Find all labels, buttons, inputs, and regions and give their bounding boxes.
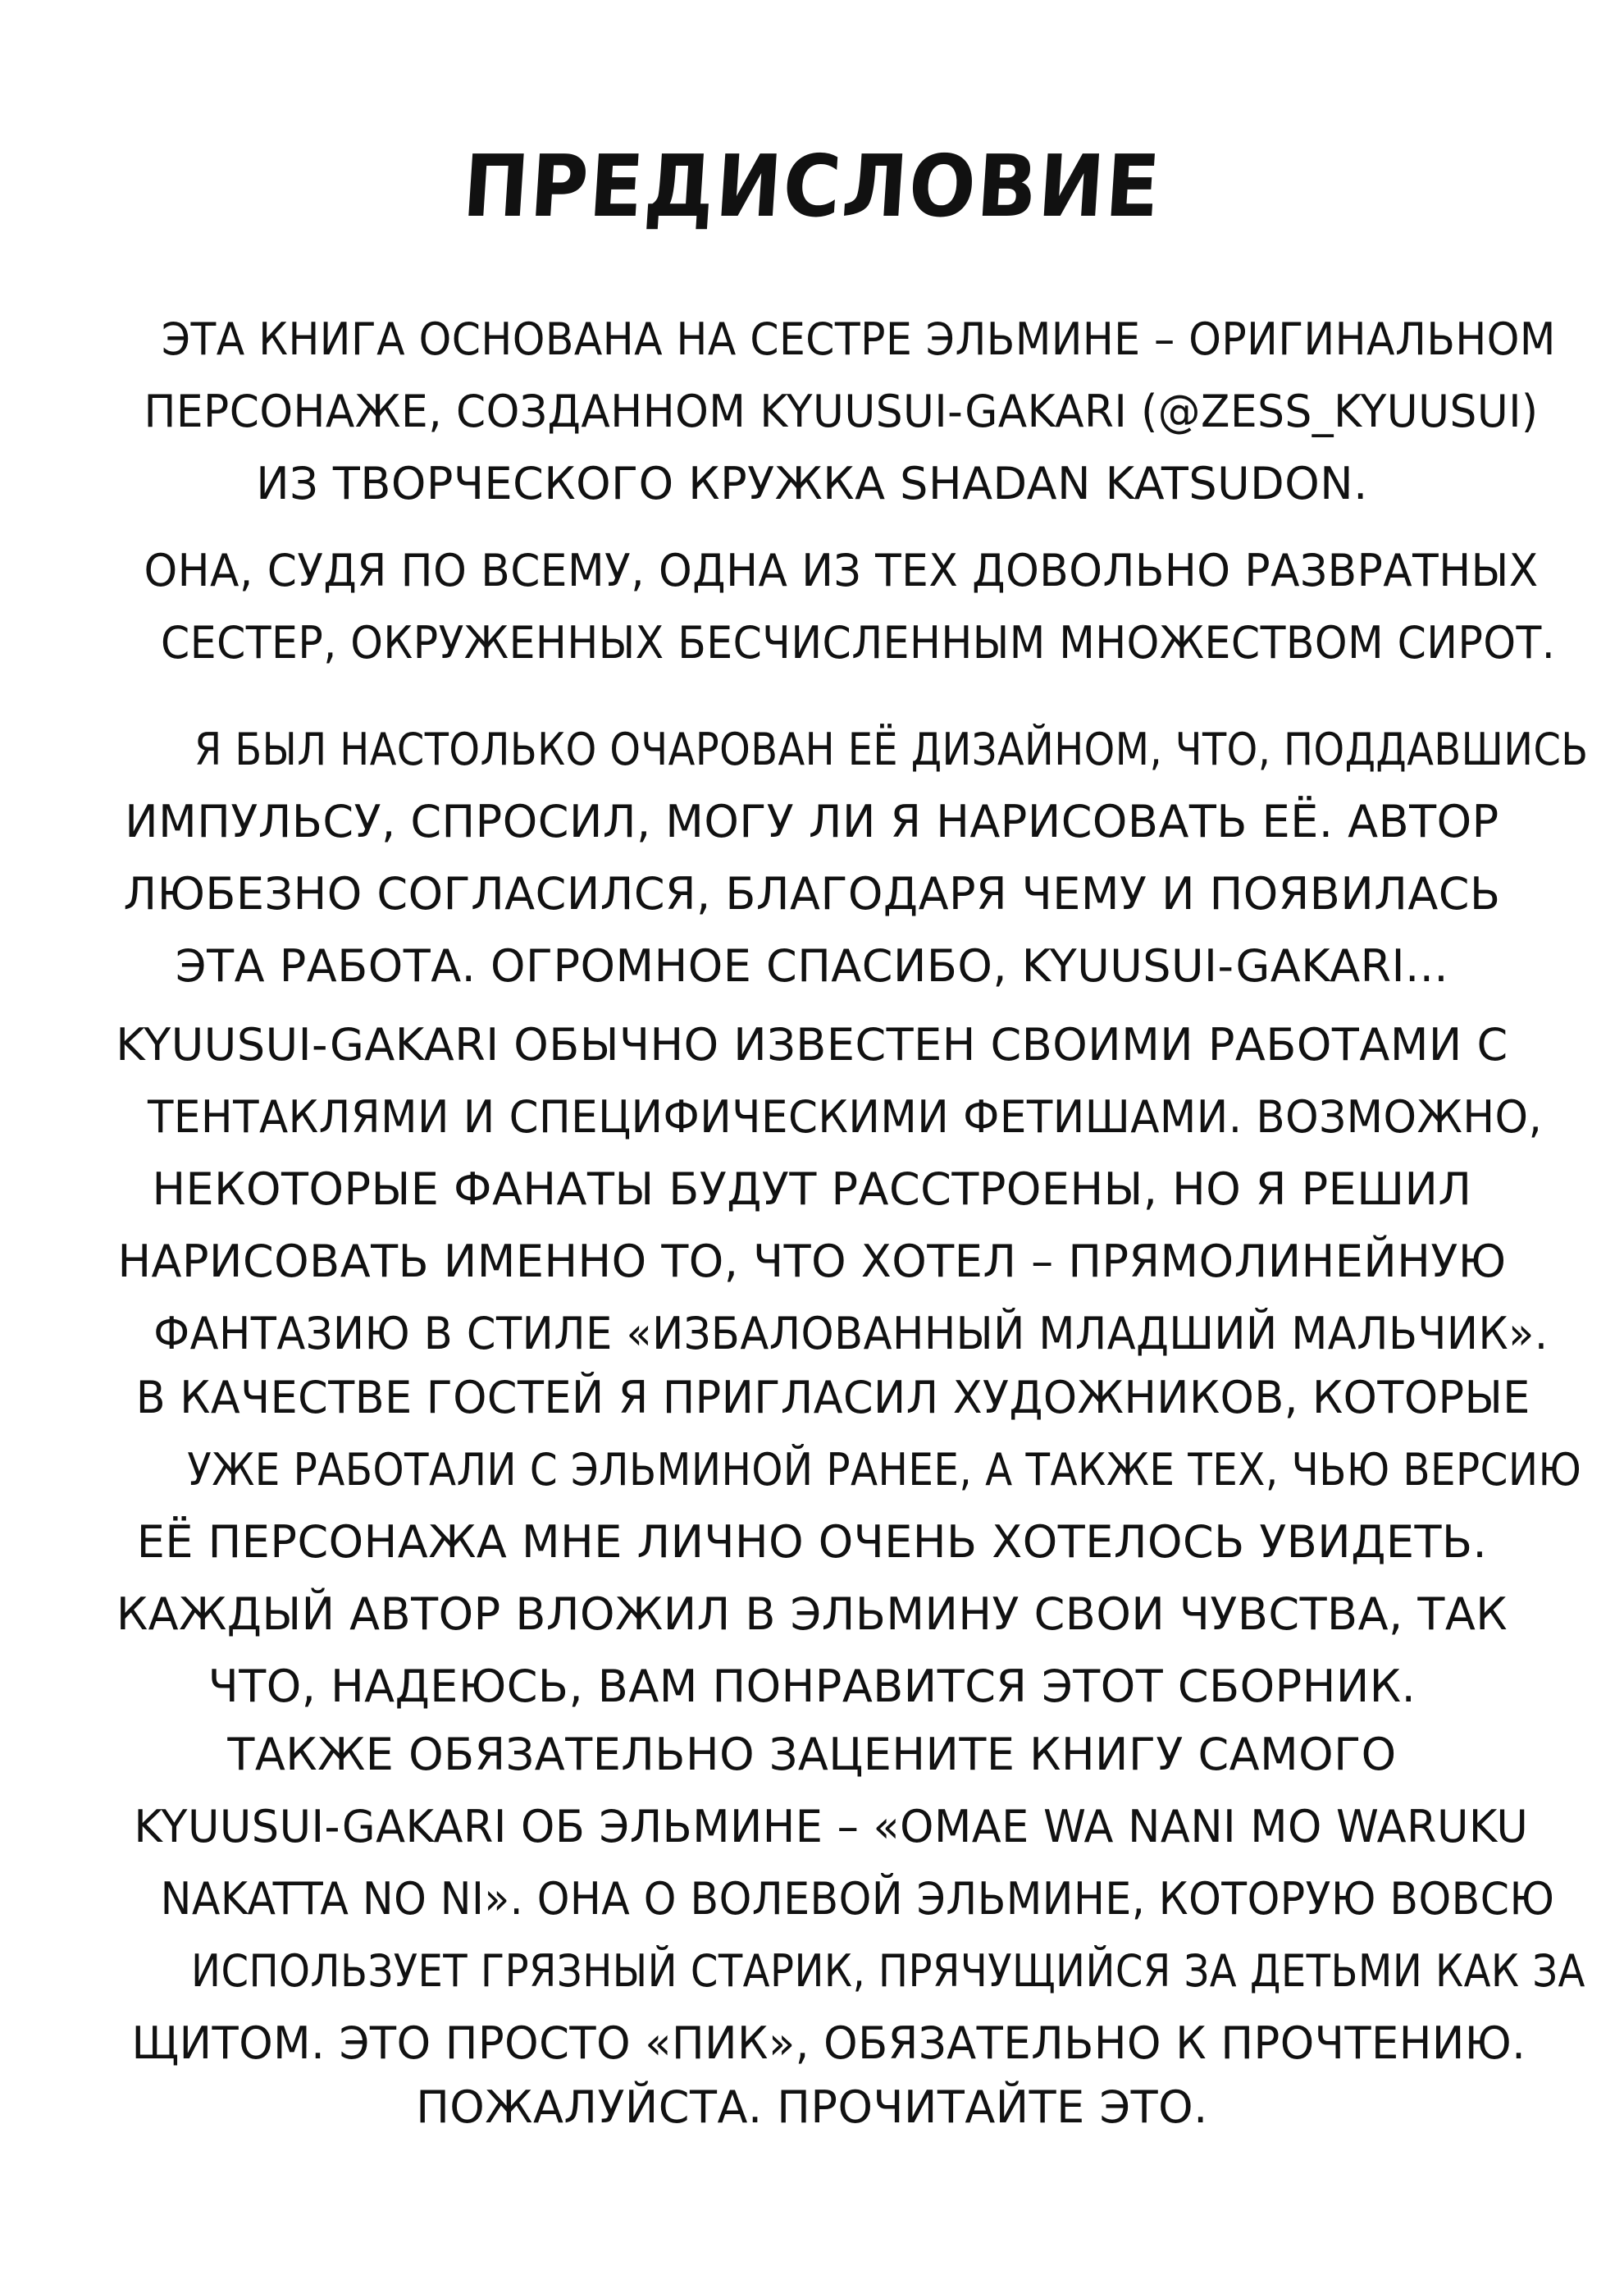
paragraph-design	[115, 714, 1589, 1003]
text-line: НАРИСОВАТЬ ИМЕННО ТО, ЧТО ХОТЕЛ – ПРЯМОЛИНЕЙНУЮ	[117, 1236, 1507, 1287]
text-line: ЧТО, НАДЕЮСЬ, ВАМ ПОНРАВИТСЯ ЭТОТ СБОРНИК.	[208, 1660, 1416, 1712]
text-line: ИЗ ТВОРЧЕСКОГО КРУЖКА SHADAN KATSUDON.	[256, 458, 1368, 509]
page-title: ПРЕДИСЛОВИЕ	[459, 136, 1165, 236]
text-line: ЭТА РАБОТА. ОГРОМНОЕ СПАСИБО, KYUUSUI-GAKARI...	[175, 940, 1449, 992]
text-line: ПОЖАЛУЙСТА. ПРОЧИТАЙТЕ ЭТО.	[416, 2081, 1208, 2133]
text-line: В КАЧЕСТВЕ ГОСТЕЙ Я ПРИГЛАСИЛ ХУДОЖНИКОВ, КОТОРЫЕ	[135, 1372, 1530, 1423]
text-line: KYUUSUI-GAKARI ОБ ЭЛЬМИНЕ – «OMAE WA NANI MO WARUKU	[134, 1801, 1529, 1852]
text-line: УЖЕ РАБОТАЛИ С ЭЛЬМИНОЙ РАНЕЕ, А ТАКЖЕ ТЕХ, ЧЬЮ ВЕРСИЮ	[187, 1444, 1582, 1496]
text-line: ЕЁ ПЕРСОНАЖА МНЕ ЛИЧНО ОЧЕНЬ ХОТЕЛОСЬ УВИДЕТЬ.	[136, 1516, 1488, 1568]
paragraph-guests	[115, 1362, 1582, 1723]
text-line: ОНА, СУДЯ ПО ВСЕМУ, ОДНА ИЗ ТЕХ ДОВОЛЬНО РАЗВРАТНЫХ	[144, 545, 1539, 596]
text-line: KYUUSUI-GAKARI ОБЫЧНО ИЗВЕСТЕН СВОИМИ РАБОТАМИ С	[116, 1019, 1508, 1071]
text-line: ТЕНТАКЛЯМИ И СПЕЦИФИЧЕСКИМИ ФЕТИШАМИ. ВОЗМОЖНО,	[148, 1091, 1543, 1143]
paragraph-recommendation	[115, 1719, 1585, 2080]
text-line: КАЖДЫЙ АВТОР ВЛОЖИЛ В ЭЛЬМИНУ СВОИ ЧУВСТВА, ТАК	[116, 1588, 1508, 1640]
text-line: Я БЫЛ НАСТОЛЬКО ОЧАРОВАН ЕЁ ДИЗАЙНОМ, ЧТО, ПОДДАВШИСЬ	[194, 724, 1589, 775]
text-line: ТАКЖЕ ОБЯЗАТЕЛЬНО ЗАЦЕНИТЕ КНИГУ САМОГО	[227, 1729, 1397, 1780]
text-line: ИСПОЛЬЗУЕТ ГРЯЗНЫЙ СТАРИК, ПРЯЧУЩИЙСЯ ЗА ДЕТЬМИ КАК ЗА	[191, 1945, 1585, 1997]
text-line: ИМПУЛЬСУ, СПРОСИЛ, МОГУ ЛИ Я НАРИСОВАТЬ ЕЁ. АВТОР	[125, 796, 1499, 847]
paragraph-author-style	[115, 1009, 1549, 1370]
text-line: NAKATTA NO NI». ОНА О ВОЛЕВОЙ ЭЛЬМИНЕ, КОТОРУЮ ВОВСЮ	[160, 1873, 1555, 1925]
text-line: СЕСТЕР, ОКРУЖЕННЫХ БЕСЧИСЛЕННЫМ МНОЖЕСТВОМ СИРОТ.	[161, 617, 1556, 669]
text-line: ЭТА КНИГА ОСНОВАНА НА СЕСТРЕ ЭЛЬМИНЕ – ОРИГИНАЛЬНОМ	[161, 313, 1556, 365]
paragraph-closing	[115, 2071, 1509, 2144]
paragraph-character	[115, 535, 1556, 679]
text-line: ЩИТОМ. ЭТО ПРОСТО «ПИК», ОБЯЗАТЕЛЬНО К ПРОЧТЕНИЮ.	[131, 2017, 1526, 2069]
text-line: НЕКОТОРЫЕ ФАНАТЫ БУДУТ РАССТРОЕНЫ, НО Я РЕШИЛ	[152, 1163, 1472, 1215]
text-line: ПЕРСОНАЖЕ, СОЗДАННОМ KYUUSUI-GAKARI (@ZESS_KYUUSUI)	[144, 386, 1539, 437]
text-line: ФАНТАЗИЮ В СТИЛЕ «ИЗБАЛОВАННЫЙ МЛАДШИЙ МАЛЬЧИК».	[153, 1308, 1549, 1359]
text-line: ЛЮБЕЗНО СОГЛАСИЛСЯ, БЛАГОДАРЯ ЧЕМУ И ПОЯВИЛАСЬ	[123, 868, 1501, 920]
paragraph-intro	[115, 304, 1556, 520]
